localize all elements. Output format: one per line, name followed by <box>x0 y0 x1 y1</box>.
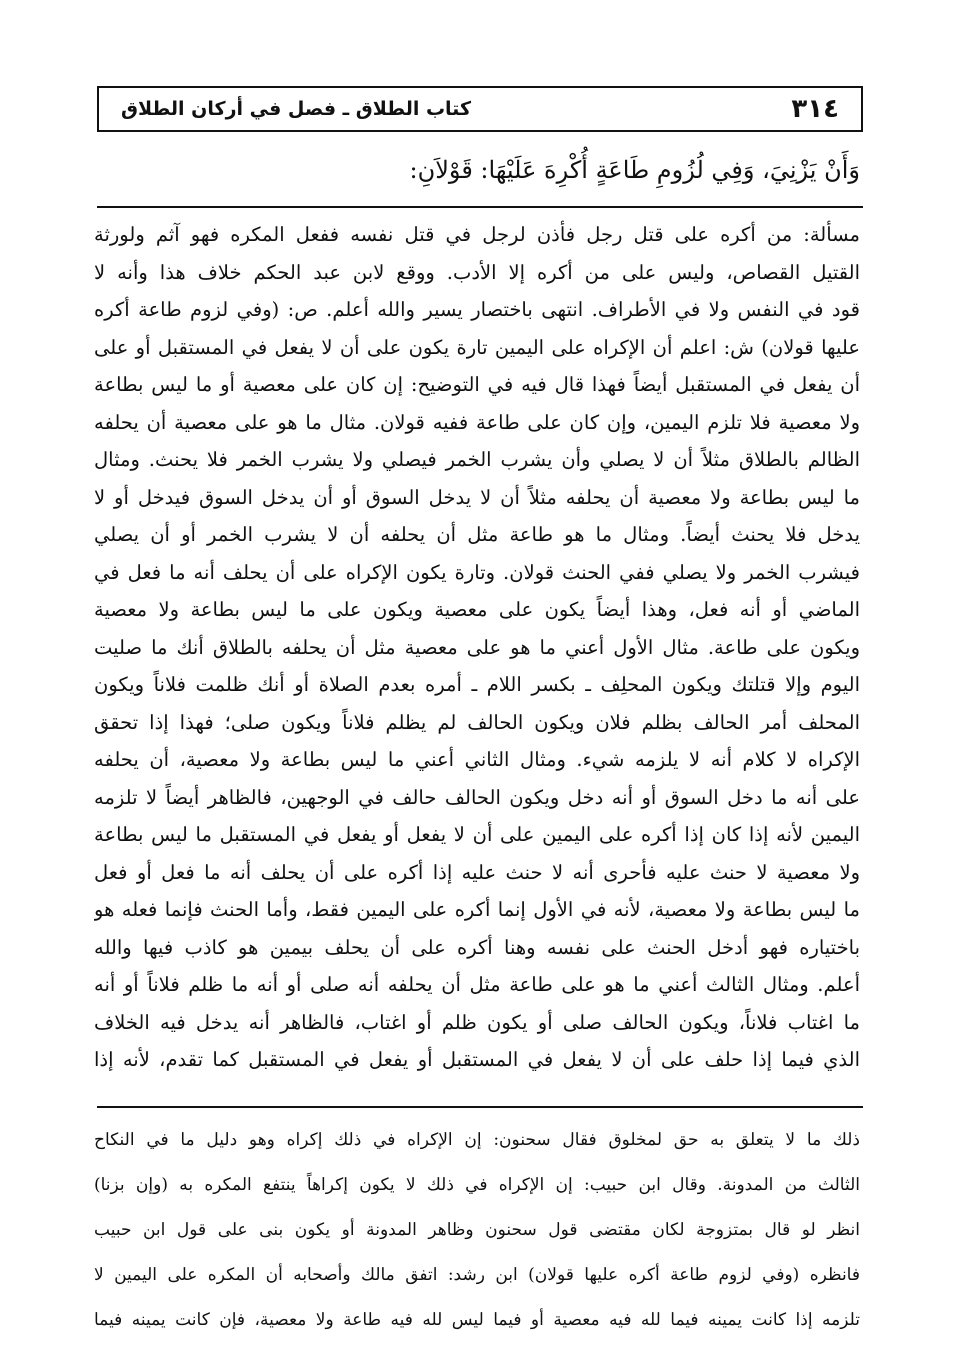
body-line: ويكون على طاعة. مثال الأول أعني ما هو على معصية مثل أن يحلفه بالطلاق أنك ما صليت <box>94 635 860 659</box>
body-line: على أنه ما دخل السوق أو أنه دخل ويكون الحالف حالف في الوجهين، فالظاهر أيضاً لا تلزمه <box>94 785 860 809</box>
body-line: أن يفعل في المستقبل أيضاً فهذا قال فيه في التوضيح: إن كان على معصية أو ما ليس بطاعة <box>94 373 860 396</box>
body-line: عليها قولان) ش: اعلم أن الإكراه على اليمين تارة يكون على أن لا يفعل في المستقبل أو على <box>94 335 860 359</box>
body-line: ما ليس بطاعة ولا معصية، لأنه في الأول إنما أكره على اليمين فقط، وأما الحنث فإنما فعله هو <box>94 898 860 921</box>
matn-text: وَأَنْ يَزْنِيَ، وَفِي لُزُومِ طَاعَةٍ أُكْرِهَ عَلَيْهَا: قَوْلاَنِ: <box>409 156 860 184</box>
body-line: المحلف أمر الحالف بظلم فلان ويكون الحالف لم يظلم فلاناً ويكون صلى؛ فهذا إذا تحقق <box>94 710 860 734</box>
body-line: الذي فيما إذا حلف على أن لا يفعل في المستقبل أو يفعل في المستقبل كما تقدم، لأنه إذا <box>94 1048 860 1071</box>
footnote-divider <box>97 1106 863 1108</box>
body-line: القتيل القصاص، وليس على من أكره إلا الأدب. ووقع لابن عبد الحكم خلاف هذا وأنه لا <box>94 260 860 284</box>
footnote-line: تلزمه إذا كانت يمينه فيما لله فيه معصية أو فيما ليس لله فيه طاعة ولا معصية، فإن كانت يمينه فيما <box>94 1310 860 1330</box>
body-line: باختياره فهو أدخل الحنث على نفسه وهنا أكره على أن يحلف بيمين هو كاذب فيها والله <box>94 935 860 959</box>
footnote-line: ذلك ما لا يتعلق به حق لمخلوق فقال سحنون: إن الإكراه في ذلك إكراه وهو دليل ما في النكاح <box>94 1130 860 1150</box>
footnote-line: فانظره (وفي لزوم طاعة أكره عليها قولان) ابن رشد: اتفق مالك وأصحابه أن المكره على اليمين لا <box>94 1265 860 1285</box>
body-line: اليوم وإلا قتلتك ويكون المحلِف ـ بكسر اللام ـ أمره بعدم الصلاة أو أنك ظلمت فلاناً ويكون <box>94 673 860 696</box>
body-line: ولا معصية فلا تلزم اليمين، وإن كان على طاعة ففيه قولان. مثال ما هو على معصية أن يحلفه <box>94 410 860 434</box>
running-title: كتاب الطلاق ـ فصل في أركان الطلاق <box>121 98 471 120</box>
body-line: مسألة: من أكره على قتل رجل فأذن لرجل في قتل نفسه ففعل المكره فهو آثم ولورثة <box>94 223 860 246</box>
body-line: ما ليس بطاعة ولا معصية أن يحلفه مثلاً أن لا يدخل السوق أو أن يدخل السوق فيدخل أو لا <box>94 485 860 509</box>
footnote-body <box>94 1118 860 1343</box>
body-line: ما اغتاب فلاناً، ويكون الحالف صلى أو يكون ظلم أو اغتاب، فالظاهر أنه يدخل فيه الخلاف <box>94 1010 860 1034</box>
top-divider <box>97 206 863 208</box>
commentary-body <box>94 216 860 1079</box>
body-line: الظالم بالطلاق مثلاً أن لا يصلي وأن يشرب الخمر فيصلي ولا يشرب الخمر فلا يحنث. ومثال <box>94 448 860 471</box>
body-line: ولا معصية لا حنث عليه فأحرى أنه لا حنث عليه إذا أكره على أن يحلف أنه ما فعل أو فعل <box>94 860 860 884</box>
body-line: قود في النفس ولا في الأطراف. انتهى باختصار يسير والله أعلم. ص: (وفي لزوم طاعة أكره <box>94 298 860 321</box>
body-line: أعلم. ومثال الثالث أعني ما هو على طاعة مثل أن يحلفه أنه صلى أو أنه ما ظلم فلاناً أو أنه <box>94 973 860 996</box>
body-line: الماضي أو أنه فعل، وهذا أيضاً يكون على معصية ويكون على ما ليس بطاعة ولا معصية <box>94 598 860 621</box>
footnote-line: انظر لو قال بمتزوجة لكان مقتضى قول سحنون وظاهر المدونة أو يكون بنى على قول ابن حبيب <box>94 1220 860 1240</box>
page-number: ٣١٤ <box>791 94 839 124</box>
body-line: اليمين لأنه إذا كان إذا أكره على اليمين على أن لا يفعل أو يفعل في المستقبل ما ليس بطاعة <box>94 823 860 846</box>
footnote-line: الثالث من المدونة. وقال ابن حبيب: إن الإكراه في ذلك لا يكون إكراهاً ينتفع المكره به (وإن بزنا) <box>94 1175 860 1195</box>
body-line: يدخل فلا يحنث أيضاً. ومثال ما هو طاعة مثل أن يحلفه أن لا يشرب الخمر أو أن يصلي <box>94 523 860 546</box>
body-line: الإكراه لا كلام أنه لا يلزمه شيء. ومثال الثاني أعني ما ليس بطاعة ولا معصية، أن يحلفه <box>94 748 860 771</box>
page-header <box>97 86 863 132</box>
body-line: فيشرب الخمر ولا يصلي ففي الحنث قولان. وتارة يكون الإكراه على أن يحلف أنه ما فعل في <box>94 560 860 584</box>
